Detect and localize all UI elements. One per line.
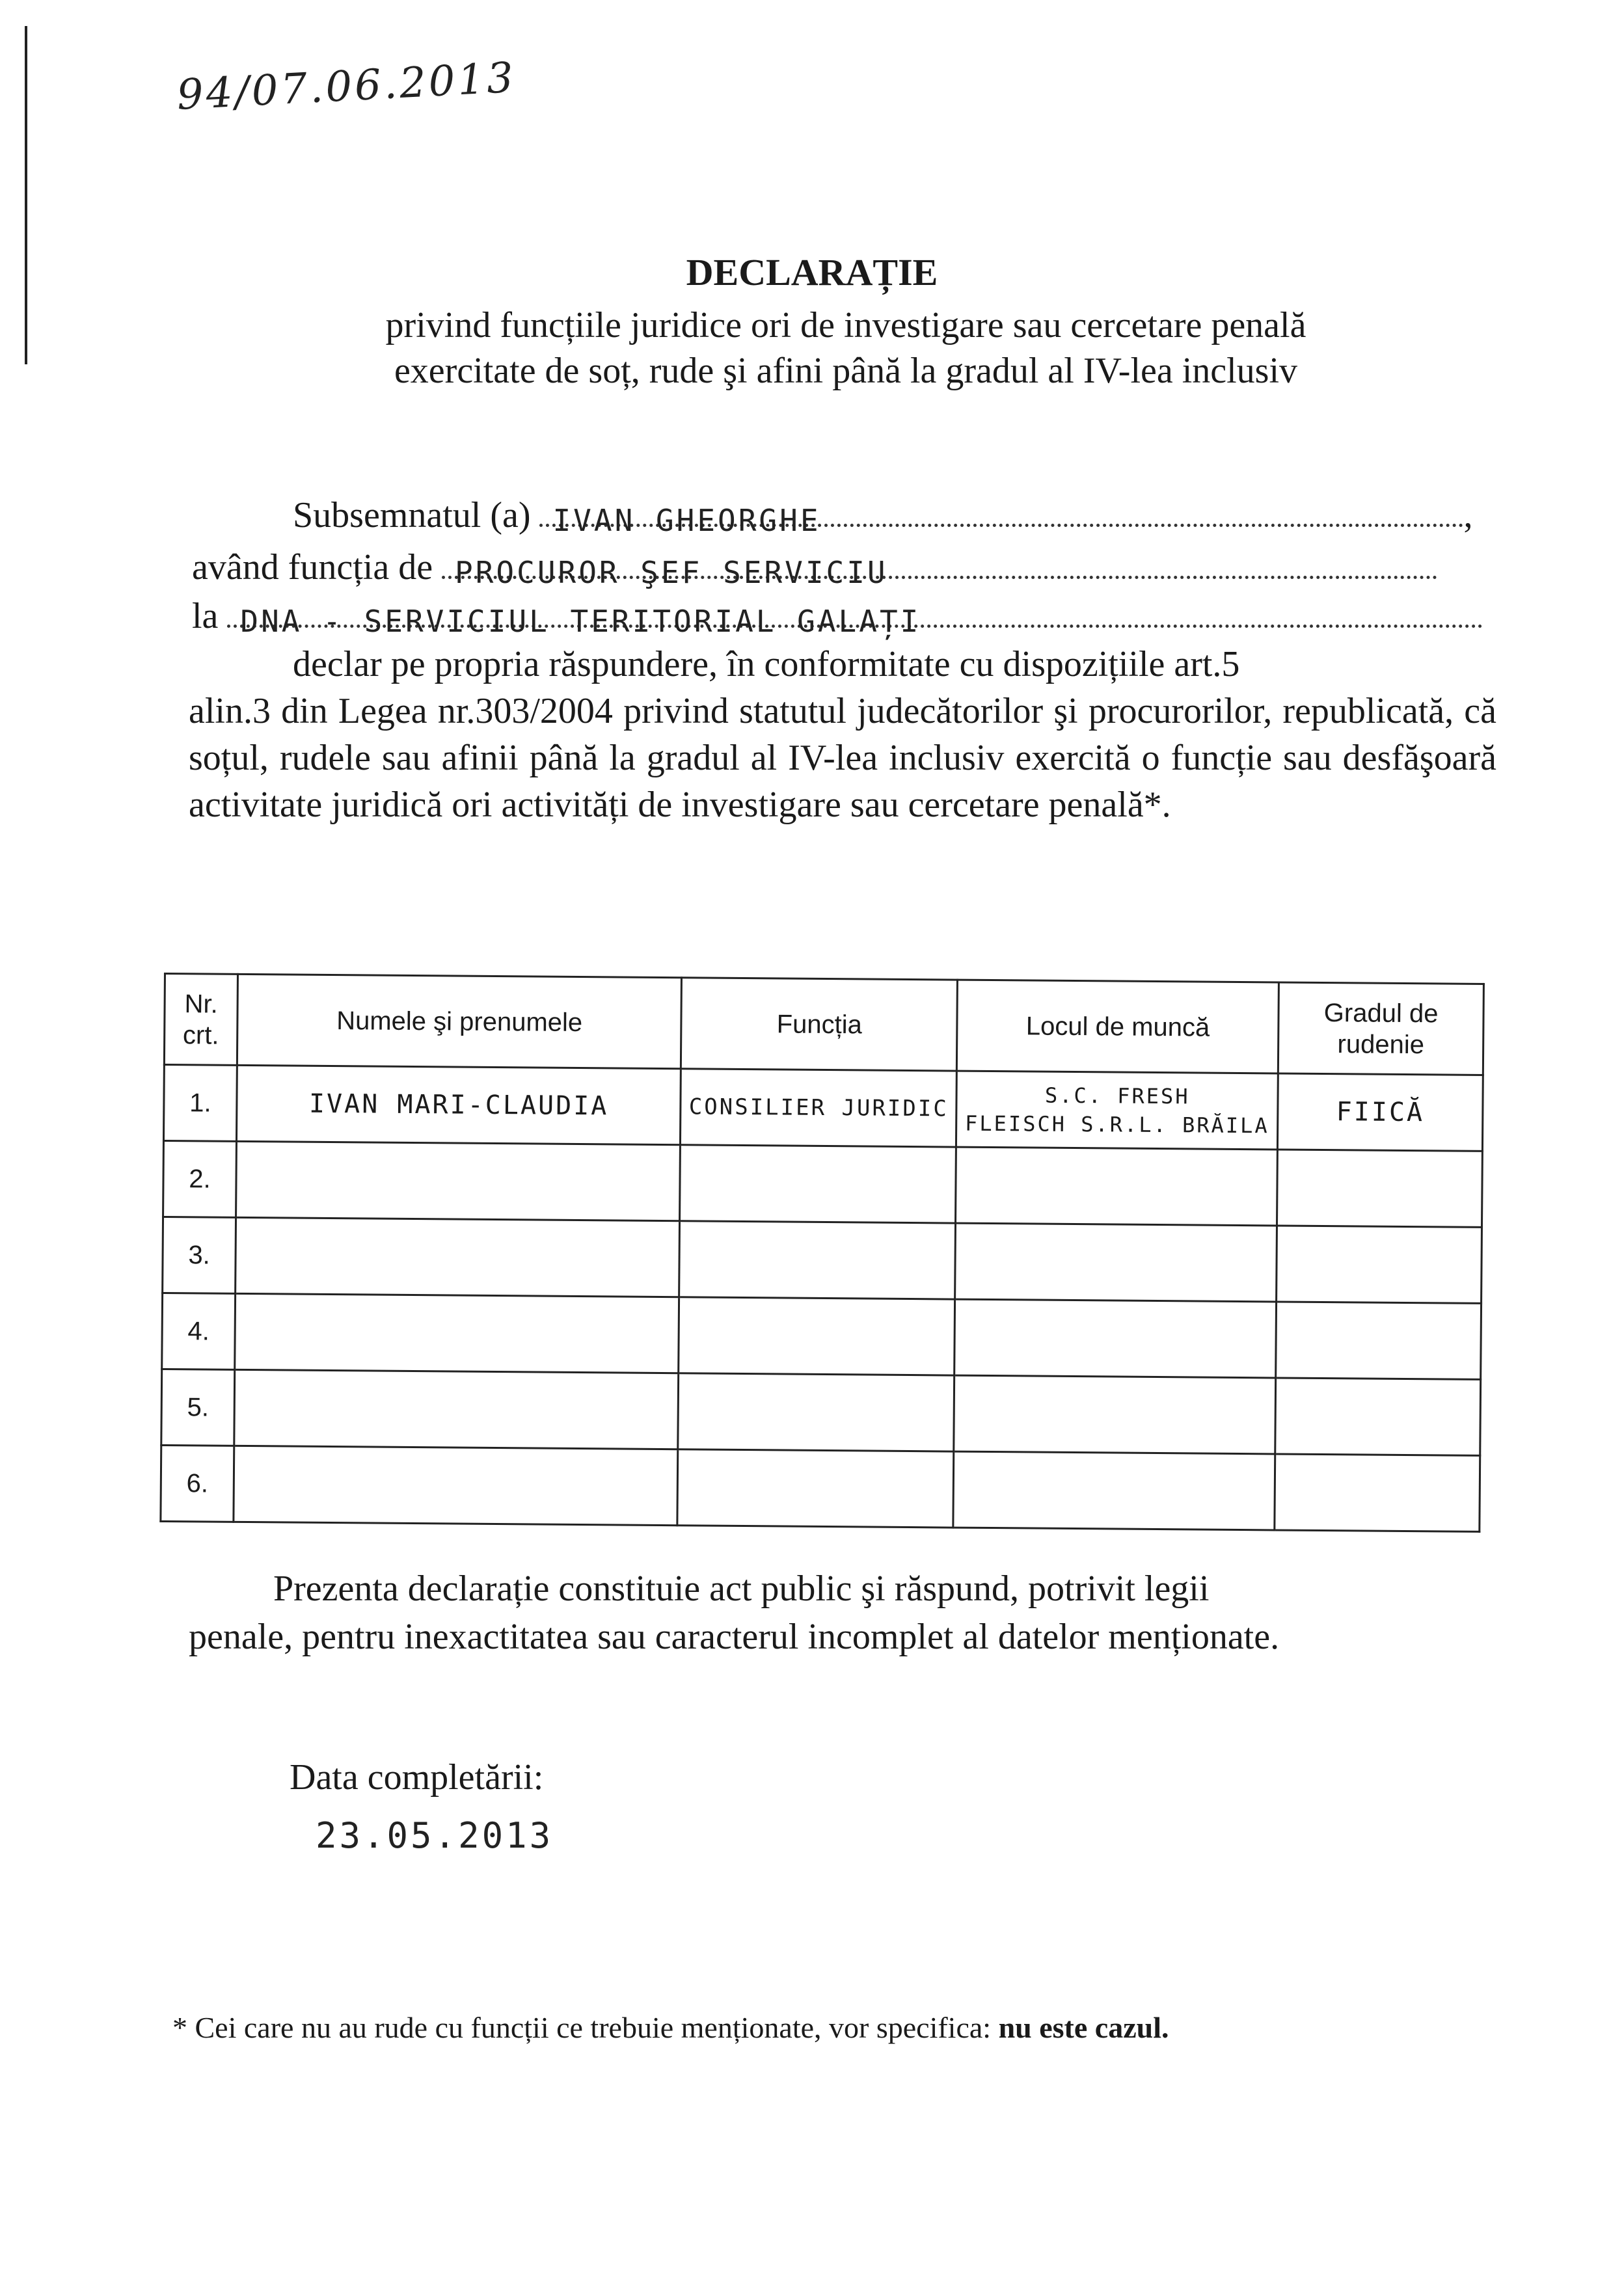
header-workplace: Locul de muncă: [957, 980, 1279, 1073]
row-name: [235, 1293, 679, 1373]
row-workplace-line-2: FLEISCH S.R.L. BRĂILA: [964, 1111, 1269, 1138]
footnote-bold: nu este cazul.: [998, 2011, 1169, 2044]
document-subtitle: [260, 303, 1431, 394]
row-name: [234, 1446, 678, 1525]
row-name: IVAN MARI-CLAUDIA: [236, 1065, 681, 1144]
row-nr: 1.: [163, 1065, 237, 1142]
table-row: [163, 1065, 1483, 1152]
row-degree: [1277, 1226, 1482, 1303]
row-function: [679, 1221, 956, 1299]
row-nr: 2.: [163, 1141, 237, 1218]
institutie-dotted-line: [227, 604, 1483, 639]
row-degree: [1276, 1302, 1482, 1379]
closing-paragraph: [189, 1565, 1496, 1661]
closing-line-1: Prezenta declarație constituie act public şi răspund, potrivit legii: [273, 1569, 1210, 1609]
row-function: [679, 1297, 955, 1375]
completion-date-value: 23.05.2013: [316, 1815, 554, 1856]
table-row: [162, 1293, 1482, 1379]
row-name: [236, 1141, 681, 1220]
completion-date-label: Data completării:: [290, 1757, 544, 1798]
subtitle-line-1: privind funcțiile juridice ori de investigare sau cercetare penală: [385, 305, 1306, 345]
subsemnatul-label: Subsemnatul (a): [293, 495, 531, 535]
subsemnatul-value: IVAN GHEORGHE: [552, 503, 821, 538]
document-title: DECLARAȚIE: [686, 251, 938, 293]
row-nr: 3.: [163, 1217, 236, 1294]
row-workplace: [956, 1071, 1279, 1150]
header-name: Numele şi prenumele: [237, 974, 682, 1068]
functia-row: [192, 546, 1437, 588]
row-degree: FIICĂ: [1277, 1073, 1483, 1151]
closing-rest: penale, pentru inexactitatea sau caracterul incomplet al datelor menționate.: [189, 1617, 1280, 1657]
table-header-row: [164, 974, 1483, 1075]
footnote-text: * Cei care nu au rude cu funcții ce trebuie menționate, vor specifica:: [172, 2011, 992, 2044]
relatives-table: [159, 973, 1485, 1533]
row-workplace: [954, 1299, 1277, 1378]
declaration-paragraph: [189, 641, 1496, 828]
subsemnatul-row: Subsemnatul (a) IVAN GHEORGHE ,: [293, 495, 1473, 538]
row-degree: [1275, 1454, 1480, 1531]
row-function: CONSILIER JURIDIC: [681, 1069, 957, 1147]
table-row: [163, 1217, 1482, 1304]
subtitle-line-2: exercitate de soț, rude şi afini până la gradul al IV-lea inclusiv: [394, 351, 1298, 391]
row-workplace: [953, 1451, 1275, 1530]
row-nr: 6.: [161, 1445, 234, 1522]
functia-dotted-line: [442, 555, 1437, 590]
registration-number: 94/07.06.2013: [176, 53, 517, 120]
institutie-row: [192, 595, 1483, 637]
header-nr: Nr. crt.: [164, 974, 237, 1066]
row-function: [678, 1373, 954, 1451]
table-row: [161, 1445, 1480, 1531]
declaration-line-1: declar pe propria răspundere, în conformitate cu dispozițiile art.5: [293, 644, 1240, 684]
functia-value: PROCUROR ŞEF SERVICIU: [455, 555, 888, 590]
row-degree: [1275, 1378, 1481, 1455]
scan-edge-line: [25, 26, 27, 364]
table-row: [161, 1369, 1481, 1455]
header-function: Funcția: [681, 978, 958, 1071]
institutie-value: DNA - SERVICIUL TERITORIAL GALAȚI: [240, 604, 921, 639]
functia-label: având funcția de: [192, 547, 433, 587]
row-function: [677, 1449, 954, 1528]
row-workplace: [956, 1147, 1278, 1226]
row-nr: 4.: [162, 1293, 236, 1369]
row-function: [680, 1145, 956, 1223]
row-workplace-line-1: S.C. FRESH: [1044, 1083, 1190, 1109]
declaration-rest: alin.3 din Legea nr.303/2004 privind statutul judecătorilor şi procurorilor, republicată, că soțul, rudele sau afinii până la gradul al IV-lea inclusiv exercită o funcție sau desfăşoară activitate juridică ori activități de investigare sau cercetare penală*.: [189, 691, 1496, 825]
footnote: [172, 2010, 1169, 2045]
table-row: [163, 1141, 1483, 1228]
row-workplace: [954, 1375, 1276, 1454]
row-name: [236, 1217, 680, 1297]
row-nr: 5.: [161, 1369, 235, 1446]
row-workplace: [955, 1223, 1277, 1302]
la-label: la: [192, 596, 219, 636]
header-degree: Gradul de rudenie: [1278, 982, 1483, 1075]
row-name: [234, 1369, 679, 1449]
row-degree: [1277, 1150, 1483, 1227]
